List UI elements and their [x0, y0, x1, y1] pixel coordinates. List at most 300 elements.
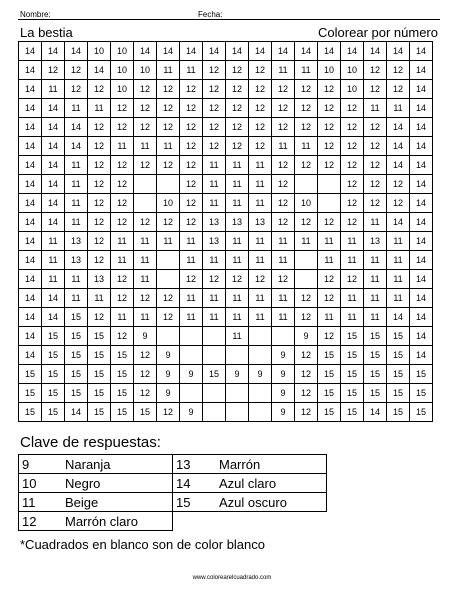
- grid-cell: 14: [410, 194, 433, 213]
- grid-cell: [203, 327, 226, 346]
- key-number: 12: [19, 512, 66, 531]
- grid-cell: [157, 251, 180, 270]
- grid-cell: 12: [364, 61, 387, 80]
- grid-cell: 14: [42, 42, 65, 61]
- grid-cell: 9: [157, 346, 180, 365]
- grid-cell: 9: [226, 365, 249, 384]
- grid-cell: 10: [157, 194, 180, 213]
- grid-cell: 12: [295, 80, 318, 99]
- grid-cell: 12: [88, 232, 111, 251]
- grid-cell: 14: [318, 42, 341, 61]
- grid-cell: 11: [65, 194, 88, 213]
- grid-cell: 9: [272, 384, 295, 403]
- grid-cell: 14: [410, 270, 433, 289]
- grid-cell: 12: [180, 270, 203, 289]
- grid-cell: 11: [88, 289, 111, 308]
- grid-row: [19, 156, 433, 175]
- grid-cell: 13: [65, 251, 88, 270]
- grid-cell: 9: [295, 327, 318, 346]
- grid-cell: 11: [249, 194, 272, 213]
- grid-cell: 11: [272, 137, 295, 156]
- grid-cell: 15: [65, 365, 88, 384]
- grid-cell: 13: [249, 213, 272, 232]
- grid-cell: 11: [364, 99, 387, 118]
- grid-cell: 11: [249, 175, 272, 194]
- grid-cell: [272, 327, 295, 346]
- grid-cell: 11: [249, 156, 272, 175]
- grid-cell: 11: [134, 232, 157, 251]
- grid-cell: 13: [65, 232, 88, 251]
- grid-cell: 14: [180, 42, 203, 61]
- grid-cell: [249, 403, 272, 422]
- header-divider: [18, 19, 440, 20]
- grid-cell: 12: [341, 137, 364, 156]
- grid-cell: 12: [111, 270, 134, 289]
- grid-cell: 11: [295, 61, 318, 80]
- grid-cell: 12: [318, 270, 341, 289]
- grid-cell: 11: [387, 99, 410, 118]
- grid-cell: 12: [295, 384, 318, 403]
- grid-cell: 11: [65, 270, 88, 289]
- grid-cell: 14: [410, 42, 433, 61]
- grid-cell: 14: [42, 137, 65, 156]
- grid-cell: 12: [249, 80, 272, 99]
- grid-cell: 11: [364, 213, 387, 232]
- grid-cell: 12: [180, 99, 203, 118]
- grid-cell: 11: [226, 175, 249, 194]
- grid-row: [19, 327, 433, 346]
- grid-cell: 14: [410, 80, 433, 99]
- grid-cell: 11: [157, 232, 180, 251]
- grid-cell: 14: [387, 308, 410, 327]
- grid-cell: 12: [203, 80, 226, 99]
- grid-cell: 12: [272, 99, 295, 118]
- grid-cell: 12: [226, 61, 249, 80]
- grid-cell: 12: [111, 175, 134, 194]
- grid-cell: 12: [226, 137, 249, 156]
- grid-cell: 15: [65, 308, 88, 327]
- grid-cell: 14: [387, 42, 410, 61]
- grid-cell: 12: [295, 365, 318, 384]
- grid-cell: 10: [111, 42, 134, 61]
- grid-cell: 12: [88, 118, 111, 137]
- grid-cell: 14: [134, 42, 157, 61]
- grid-cell: 12: [180, 175, 203, 194]
- grid-cell: 12: [295, 308, 318, 327]
- grid-cell: 11: [203, 194, 226, 213]
- grid-cell: 12: [364, 80, 387, 99]
- grid-cell: 12: [295, 118, 318, 137]
- grid-cell: 11: [111, 251, 134, 270]
- key-color-name: Negro: [65, 474, 173, 493]
- grid-cell: 12: [111, 118, 134, 137]
- grid-cell: 15: [65, 327, 88, 346]
- grid-cell: 10: [295, 194, 318, 213]
- grid-row: [19, 232, 433, 251]
- grid-cell: 9: [272, 365, 295, 384]
- grid-cell: 12: [295, 213, 318, 232]
- grid-cell: 12: [180, 118, 203, 137]
- key-color-name: Azul claro: [219, 474, 327, 493]
- grid-cell: 11: [42, 270, 65, 289]
- grid-cell: 12: [341, 118, 364, 137]
- grid-cell: [180, 327, 203, 346]
- grid-cell: 11: [364, 270, 387, 289]
- grid-cell: 11: [180, 289, 203, 308]
- grid-cell: 12: [157, 99, 180, 118]
- grid-cell: 14: [42, 213, 65, 232]
- grid-cell: 12: [157, 289, 180, 308]
- grid-cell: 14: [19, 99, 42, 118]
- grid-row: [19, 403, 433, 422]
- grid-cell: 12: [88, 251, 111, 270]
- grid-cell: [157, 327, 180, 346]
- grid-row: [19, 384, 433, 403]
- grid-row: [19, 99, 433, 118]
- key-color-name: Beige: [65, 493, 173, 512]
- worksheet-subtitle: Colorear por número: [318, 25, 438, 40]
- grid-cell: 12: [111, 194, 134, 213]
- grid-cell: 12: [157, 308, 180, 327]
- grid-cell: 11: [341, 308, 364, 327]
- grid-cell: 12: [226, 118, 249, 137]
- grid-cell: 12: [134, 384, 157, 403]
- grid-cell: 11: [341, 251, 364, 270]
- grid-cell: 15: [111, 384, 134, 403]
- grid-cell: 11: [364, 308, 387, 327]
- grid-cell: 14: [19, 289, 42, 308]
- grid-cell: 11: [180, 308, 203, 327]
- grid-cell: 15: [19, 384, 42, 403]
- grid-cell: 15: [111, 365, 134, 384]
- grid-cell: 15: [111, 346, 134, 365]
- grid-cell: 12: [249, 99, 272, 118]
- grid-cell: 11: [226, 308, 249, 327]
- grid-cell: 14: [42, 194, 65, 213]
- grid-cell: 15: [42, 403, 65, 422]
- grid-cell: 14: [387, 137, 410, 156]
- grid-cell: 15: [42, 365, 65, 384]
- grid-cell: [226, 346, 249, 365]
- grid-cell: 11: [226, 156, 249, 175]
- grid-cell: 12: [134, 289, 157, 308]
- grid-cell: 12: [111, 99, 134, 118]
- grid-cell: 9: [180, 403, 203, 422]
- grid-cell: 11: [65, 213, 88, 232]
- worksheet-title: La bestia: [20, 25, 73, 40]
- grid-cell: 10: [88, 42, 111, 61]
- grid-cell: 11: [341, 232, 364, 251]
- grid-cell: 11: [226, 327, 249, 346]
- grid-cell: 11: [318, 251, 341, 270]
- grid-cell: 11: [295, 232, 318, 251]
- grid-cell: 14: [19, 42, 42, 61]
- grid-cell: 15: [42, 327, 65, 346]
- grid-cell: 12: [203, 99, 226, 118]
- grid-cell: 14: [387, 213, 410, 232]
- grid-cell: 12: [42, 61, 65, 80]
- grid-cell: 15: [42, 384, 65, 403]
- grid-cell: 14: [410, 327, 433, 346]
- grid-cell: 11: [157, 61, 180, 80]
- key-number: 13: [173, 455, 220, 474]
- grid-cell: 14: [226, 42, 249, 61]
- key-number: 15: [173, 493, 220, 512]
- grid-cell: 14: [19, 308, 42, 327]
- grid-cell: 11: [272, 289, 295, 308]
- grid-cell: 12: [272, 118, 295, 137]
- grid-cell: 12: [387, 194, 410, 213]
- grid-row: [19, 308, 433, 327]
- grid-cell: 14: [88, 61, 111, 80]
- key-color-name: Naranja: [65, 455, 173, 474]
- grid-cell: 11: [134, 251, 157, 270]
- grid-cell: 11: [249, 308, 272, 327]
- key-empty-cell: [173, 512, 220, 531]
- grid-cell: 12: [318, 213, 341, 232]
- grid-cell: 12: [111, 213, 134, 232]
- grid-cell: 11: [134, 308, 157, 327]
- grid-cell: 11: [180, 251, 203, 270]
- grid-cell: 15: [203, 365, 226, 384]
- grid-cell: 14: [19, 232, 42, 251]
- grid-cell: 11: [111, 308, 134, 327]
- grid-row: [19, 175, 433, 194]
- grid-cell: 15: [387, 365, 410, 384]
- grid-cell: 12: [249, 118, 272, 137]
- grid-cell: 11: [134, 137, 157, 156]
- grid-cell: 15: [387, 346, 410, 365]
- grid-cell: 11: [387, 251, 410, 270]
- grid-cell: 9: [134, 327, 157, 346]
- grid-cell: [180, 384, 203, 403]
- grid-row: [19, 80, 433, 99]
- key-empty-cell: [219, 512, 327, 531]
- grid-cell: 11: [203, 175, 226, 194]
- grid-cell: 15: [318, 346, 341, 365]
- name-label: Nombre:: [20, 10, 51, 19]
- grid-cell: 12: [249, 137, 272, 156]
- grid-cell: 14: [157, 42, 180, 61]
- grid-cell: 12: [88, 213, 111, 232]
- grid-cell: 11: [249, 251, 272, 270]
- grid-cell: 11: [226, 194, 249, 213]
- grid-cell: 9: [157, 384, 180, 403]
- grid-cell: 11: [295, 137, 318, 156]
- grid-cell: 12: [318, 289, 341, 308]
- color-by-number-grid: [18, 41, 433, 422]
- grid-cell: 15: [88, 365, 111, 384]
- key-number: 10: [19, 474, 66, 493]
- grid-cell: 15: [88, 327, 111, 346]
- grid-cell: 12: [157, 156, 180, 175]
- grid-cell: 14: [42, 99, 65, 118]
- grid-cell: 11: [65, 99, 88, 118]
- grid-cell: 12: [88, 308, 111, 327]
- grid-cell: 12: [88, 194, 111, 213]
- grid-cell: 15: [134, 403, 157, 422]
- grid-cell: 14: [410, 99, 433, 118]
- grid-cell: 12: [180, 156, 203, 175]
- grid-cell: 15: [19, 365, 42, 384]
- grid-cell: 12: [364, 194, 387, 213]
- grid-cell: 11: [318, 308, 341, 327]
- grid-cell: 11: [42, 232, 65, 251]
- grid-cell: 11: [387, 270, 410, 289]
- grid-cell: 15: [364, 365, 387, 384]
- grid-cell: 12: [203, 118, 226, 137]
- grid-cell: 14: [410, 213, 433, 232]
- grid-cell: 12: [180, 213, 203, 232]
- grid-cell: 11: [180, 232, 203, 251]
- grid-cell: 12: [295, 289, 318, 308]
- grid-row: [19, 251, 433, 270]
- grid-cell: 11: [272, 308, 295, 327]
- grid-cell: 12: [272, 156, 295, 175]
- answer-key-row: [19, 493, 327, 512]
- grid-cell: 12: [318, 327, 341, 346]
- grid-cell: 13: [226, 213, 249, 232]
- grid-cell: 12: [134, 80, 157, 99]
- grid-cell: 12: [318, 137, 341, 156]
- grid-cell: [318, 175, 341, 194]
- grid-cell: 12: [180, 80, 203, 99]
- grid-cell: 14: [19, 270, 42, 289]
- grid-cell: 14: [19, 175, 42, 194]
- grid-cell: 15: [341, 365, 364, 384]
- grid-cell: 11: [272, 61, 295, 80]
- grid-row: [19, 194, 433, 213]
- grid-cell: 14: [410, 346, 433, 365]
- grid-cell: 13: [88, 270, 111, 289]
- grid-cell: 14: [410, 175, 433, 194]
- grid-cell: 15: [318, 403, 341, 422]
- grid-cell: 12: [272, 194, 295, 213]
- grid-cell: 14: [410, 251, 433, 270]
- grid-cell: 14: [19, 61, 42, 80]
- grid-cell: 14: [42, 175, 65, 194]
- grid-cell: 11: [341, 289, 364, 308]
- grid-cell: 15: [111, 403, 134, 422]
- grid-cell: [249, 346, 272, 365]
- grid-cell: 12: [364, 175, 387, 194]
- grid-cell: 15: [410, 365, 433, 384]
- grid-cell: 12: [180, 137, 203, 156]
- answer-key-table: [18, 454, 327, 531]
- answer-key-row: [19, 512, 327, 531]
- key-number: 14: [173, 474, 220, 493]
- grid-cell: [226, 403, 249, 422]
- grid-cell: 12: [318, 118, 341, 137]
- grid-cell: 11: [111, 137, 134, 156]
- grid-cell: 12: [364, 137, 387, 156]
- grid-cell: 14: [19, 118, 42, 137]
- answer-key-row: [19, 474, 327, 493]
- grid-cell: 9: [249, 365, 272, 384]
- grid-cell: 12: [134, 99, 157, 118]
- grid-cell: 12: [387, 80, 410, 99]
- grid-cell: 12: [341, 213, 364, 232]
- grid-cell: 14: [410, 137, 433, 156]
- grid-cell: 11: [203, 308, 226, 327]
- grid-cell: 12: [341, 99, 364, 118]
- grid-cell: 12: [226, 99, 249, 118]
- grid-cell: 10: [111, 61, 134, 80]
- grid-cell: 13: [203, 213, 226, 232]
- grid-cell: 9: [272, 346, 295, 365]
- grid-cell: 14: [19, 213, 42, 232]
- key-number: 11: [19, 493, 66, 512]
- grid-cell: 14: [295, 42, 318, 61]
- grid-cell: 9: [157, 365, 180, 384]
- grid-cell: 12: [295, 403, 318, 422]
- grid-cell: 15: [318, 384, 341, 403]
- grid-cell: [157, 270, 180, 289]
- grid-cell: 14: [19, 194, 42, 213]
- date-label: Fecha:: [198, 10, 223, 19]
- grid-cell: 14: [19, 346, 42, 365]
- grid-cell: [249, 327, 272, 346]
- grid-cell: 14: [410, 289, 433, 308]
- grid-cell: 14: [203, 42, 226, 61]
- grid-row: [19, 270, 433, 289]
- grid-cell: 15: [410, 403, 433, 422]
- grid-cell: 12: [88, 137, 111, 156]
- grid-cell: 12: [272, 270, 295, 289]
- grid-cell: 12: [249, 61, 272, 80]
- grid-cell: 11: [226, 232, 249, 251]
- grid-cell: 12: [88, 80, 111, 99]
- grid-cell: 11: [180, 61, 203, 80]
- grid-cell: 12: [295, 156, 318, 175]
- grid-cell: 12: [318, 156, 341, 175]
- grid-row: [19, 365, 433, 384]
- grid-cell: 11: [42, 80, 65, 99]
- grid-cell: 12: [111, 156, 134, 175]
- grid-cell: 13: [203, 232, 226, 251]
- grid-cell: 12: [203, 137, 226, 156]
- key-color-name: Marrón: [219, 455, 327, 474]
- grid-cell: 12: [134, 156, 157, 175]
- grid-cell: 11: [364, 289, 387, 308]
- grid-cell: 12: [157, 80, 180, 99]
- grid-cell: 11: [226, 289, 249, 308]
- grid-cell: 14: [65, 137, 88, 156]
- grid-cell: 15: [88, 346, 111, 365]
- grid-cell: 11: [249, 289, 272, 308]
- grid-cell: 12: [341, 270, 364, 289]
- grid-cell: 10: [134, 61, 157, 80]
- grid-cell: 11: [203, 156, 226, 175]
- grid-cell: 14: [387, 118, 410, 137]
- answer-key-row: [19, 455, 327, 474]
- grid-cell: 15: [19, 403, 42, 422]
- grid-cell: 14: [272, 42, 295, 61]
- grid-row: [19, 118, 433, 137]
- grid-cell: 12: [272, 213, 295, 232]
- grid-cell: 14: [42, 156, 65, 175]
- grid-cell: 15: [65, 346, 88, 365]
- grid-cell: 12: [226, 270, 249, 289]
- grid-cell: 12: [341, 156, 364, 175]
- grid-cell: [249, 384, 272, 403]
- grid-cell: 15: [318, 365, 341, 384]
- grid-cell: 14: [19, 137, 42, 156]
- grid-row: [19, 42, 433, 61]
- grid-cell: 12: [111, 327, 134, 346]
- grid-cell: 12: [341, 194, 364, 213]
- grid-cell: 12: [272, 80, 295, 99]
